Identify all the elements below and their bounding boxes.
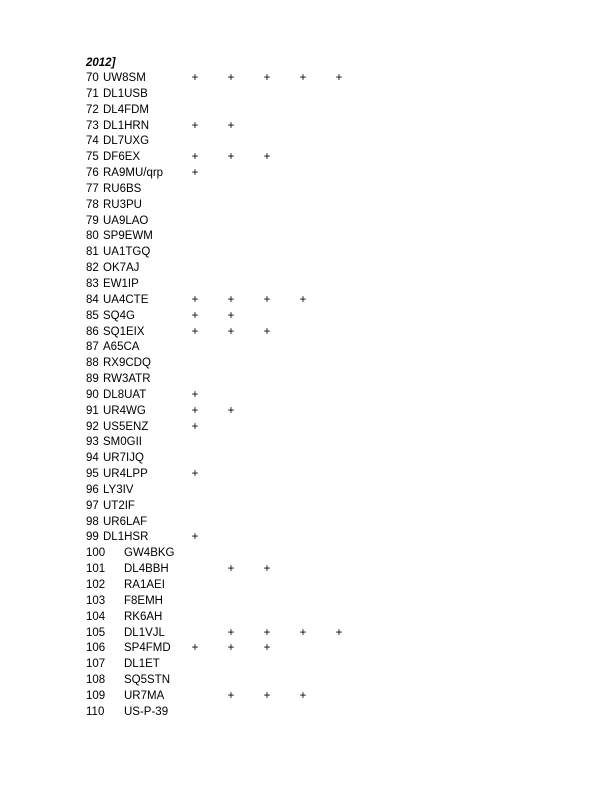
row-number: 79 [86,214,99,227]
plus-mark: + [191,72,199,84]
callsign: DL4BBH [124,563,169,576]
plus-mark: + [299,293,307,306]
row-number: 75 [86,151,99,164]
plus-mark: + [263,626,271,639]
callsign: SP9EWM [103,230,153,243]
callsign: DL7UXG [103,135,150,148]
callsign: RX9CDQ [103,357,151,370]
row-number: 87 [86,341,99,354]
plus-mark: + [191,642,199,655]
plus-mark: + [263,563,271,576]
row-number: 103 [86,594,106,607]
callsign: GW4BKG [124,547,175,560]
row-number: 108 [86,674,106,687]
callsign: OK7AJ [103,262,140,275]
callsign: SM0GII [103,436,142,449]
plus-mark: + [227,293,235,306]
callsign: DL1USB [103,87,148,100]
plus-mark: + [263,642,271,655]
callsign: UT2IF [103,499,135,512]
callsign: RU3PU [103,198,142,211]
callsign: DL1HSR [103,531,149,544]
row-number: 70 [86,72,99,84]
callsign: SQ5STN [124,674,171,687]
plus-mark: + [227,626,235,639]
callsign: EW1IP [103,277,139,290]
callsign: LY3IV [103,483,134,496]
plus-mark: + [299,626,307,639]
plus-mark: + [191,468,199,481]
plus-mark: + [227,404,235,417]
row-number: 93 [86,436,99,449]
plus-mark: + [227,151,235,164]
plus-mark: + [335,626,343,639]
plus-mark: + [191,420,199,433]
row-number: 76 [86,167,99,180]
row-number: 72 [86,103,99,116]
row-number: 78 [86,198,99,211]
callsign: DL1HRN [103,119,150,132]
callsign: SP4FMD [124,642,171,655]
row-number: 99 [86,531,99,544]
plus-mark: + [191,119,199,132]
row-number: 105 [86,626,106,639]
plus-mark: + [191,309,199,322]
plus-mark: + [191,404,199,417]
row-number: 96 [86,483,99,496]
callsign: F8EMH [124,594,163,607]
callsign: UA4CTE [103,293,149,306]
callsign: RK6AH [124,610,163,623]
row-number: 106 [86,642,106,655]
callsign: RA9MU/qrp [103,167,164,180]
plus-mark: + [191,151,199,164]
row-number: 86 [86,325,99,338]
row-number: 89 [86,373,99,386]
row-number: 109 [86,689,106,702]
callsign: RA1AEI [124,579,165,591]
row-number: 82 [86,262,99,275]
plus-mark: + [191,293,199,306]
plus-mark: + [227,119,235,132]
row-number: 104 [86,610,106,623]
plus-mark: + [191,388,199,401]
callsign: UR4LPP [103,468,148,481]
callsign: UA1TGQ [103,246,151,259]
plus-mark: + [263,293,271,306]
row-number: 94 [86,452,99,465]
plus-mark: + [299,72,307,84]
callsign: A65CA [103,341,140,354]
row-number: 91 [86,404,99,417]
callsign: UR7IJQ [103,452,144,465]
row-number: 74 [86,135,99,148]
callsign: US5ENZ [103,420,149,433]
plus-mark: + [263,151,271,164]
plus-mark: + [263,325,271,338]
callsign: RU6BS [103,182,142,195]
row-number: 107 [86,658,106,671]
row-number: 88 [86,357,99,370]
plus-mark: + [227,72,235,84]
plus-mark: + [191,325,199,338]
callsign: SQ4G [103,309,135,322]
callsign: UR6LAF [103,515,148,528]
row-number: 71 [86,87,99,100]
callsign: UR7MA [124,689,165,702]
row-number: 90 [86,388,99,401]
row-number: 83 [86,277,99,290]
plus-mark: + [227,309,235,322]
row-number: 97 [86,499,99,512]
row-number: 98 [86,515,99,528]
row-number: 95 [86,468,99,481]
page-header: 2012] [86,57,116,69]
callsign: SQ1EIX [103,325,145,338]
callsign: DL4FDM [103,103,150,116]
callsign: DL1ET [124,658,160,671]
row-number: 81 [86,246,99,259]
callsign: DF6EX [103,151,141,164]
callsign: UW8SM [103,72,146,84]
row-number: 102 [86,579,106,591]
plus-mark: + [227,642,235,655]
plus-mark: + [263,72,271,84]
row-number: 73 [86,119,99,132]
callsign: UR4WG [103,404,146,417]
row-number: 77 [86,182,99,195]
row-number: 110 [86,705,105,718]
plus-mark: + [299,689,307,702]
callsign: US-P-39 [124,705,169,718]
plus-mark: + [227,563,235,576]
plus-mark: + [263,689,271,702]
row-number: 85 [86,309,99,322]
callsign: RW3ATR [103,373,151,386]
plus-mark: + [335,72,343,84]
plus-mark: + [227,689,235,702]
callsign: DL8UAT [103,388,147,401]
row-number: 92 [86,420,99,433]
plus-mark: + [227,325,235,338]
row-number: 80 [86,230,99,243]
plus-mark: + [191,167,199,180]
plus-mark: + [191,531,199,544]
row-number: 84 [86,293,99,306]
row-number: 100 [86,547,106,560]
callsign: DL1VJL [124,626,165,639]
callsign: UA9LAO [103,214,149,227]
row-number: 101 [86,563,106,576]
